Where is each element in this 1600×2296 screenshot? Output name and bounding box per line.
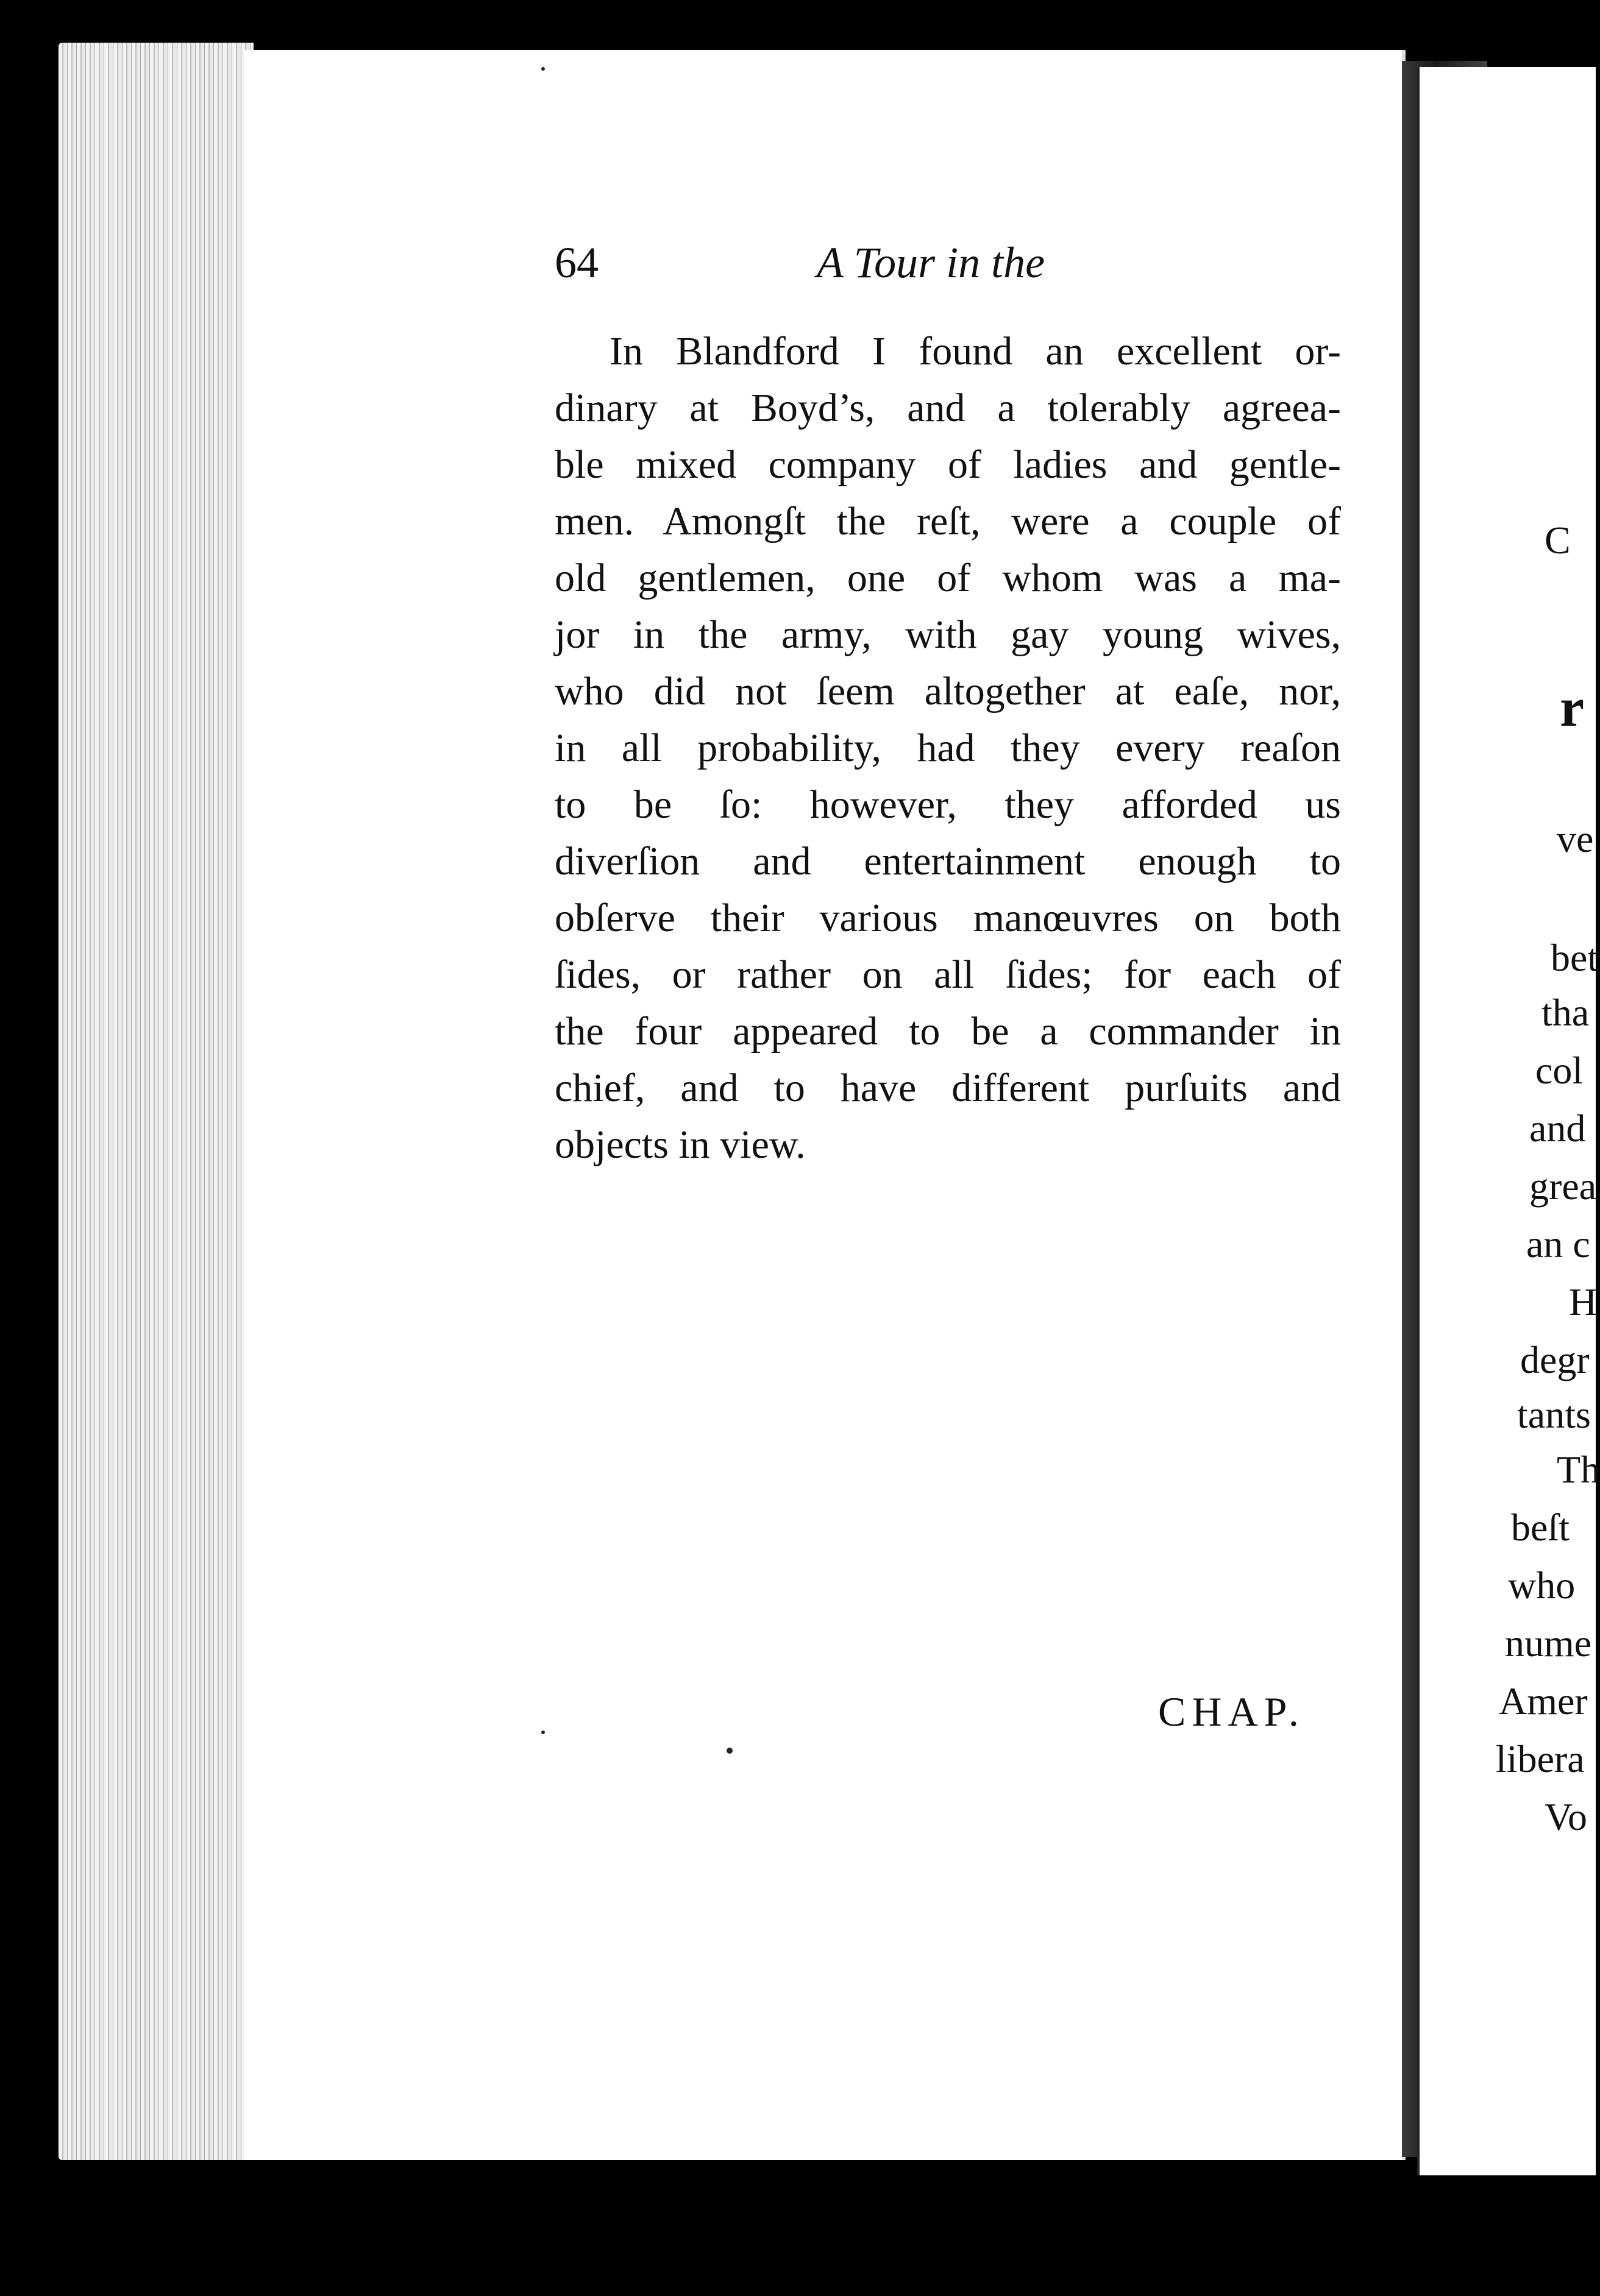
catchword: CHAP. <box>1158 1688 1305 1735</box>
facing-fragment: r <box>1560 678 1584 738</box>
text-line: old gentlemen, one of whom was a ma- <box>555 556 1341 600</box>
facing-fragment: beſt <box>1511 1506 1570 1549</box>
text-line: in all probability, had they every reaſon <box>555 726 1341 770</box>
text-line: diverſion and entertainment enough to <box>555 839 1341 884</box>
text-line: ble mixed company of ladies and gentle- <box>555 442 1341 487</box>
facing-fragment: Amer <box>1499 1679 1588 1723</box>
text-line: In Blandford I found an excellent or- <box>610 329 1341 374</box>
facing-fragment: ve <box>1557 817 1594 860</box>
facing-fragment: bet <box>1551 936 1599 979</box>
facing-fragment: degr <box>1520 1338 1590 1381</box>
ink-speck <box>541 67 545 71</box>
body-paragraph <box>555 323 1341 1173</box>
text-line: jor in the army, with gay young wives, <box>555 612 1341 657</box>
facing-fragment: tha <box>1541 991 1590 1034</box>
facing-fragment: C <box>1545 519 1571 562</box>
ink-speck <box>727 1748 733 1754</box>
text-line: chief, and to have different purſuits and <box>555 1066 1341 1110</box>
text-line: to be ſo: however, they afforded us <box>555 782 1341 827</box>
running-title: A Tour in the <box>817 238 1045 287</box>
facing-fragment: grea <box>1529 1164 1597 1208</box>
text-line: obſerve their various manœuvres on both <box>555 896 1341 940</box>
facing-page-text <box>1420 67 1600 2175</box>
facing-fragment: tants <box>1517 1393 1591 1436</box>
ink-speck <box>541 1731 545 1734</box>
facing-fragment: who <box>1508 1564 1576 1607</box>
page-number: 64 <box>555 238 599 287</box>
text-line: dinary at Boyd’s, and a tolerably agreea- <box>555 386 1341 430</box>
facing-fragment: H <box>1569 1280 1598 1323</box>
facing-fragment: and <box>1529 1107 1586 1150</box>
facing-fragment: col <box>1535 1049 1584 1092</box>
running-head <box>555 238 1341 305</box>
facing-fragment: an c <box>1526 1222 1590 1266</box>
page-edges <box>59 43 254 2160</box>
text-line: objects in view. <box>555 1122 806 1167</box>
right-page <box>1417 67 1600 2175</box>
facing-fragment: libera <box>1496 1737 1585 1780</box>
facing-fragment: Th <box>1557 1448 1600 1491</box>
text-line: men. Amongſt the reſt, were a couple of <box>555 499 1341 544</box>
text-line: ſides, or rather on all ſides; for each of <box>555 952 1341 997</box>
text-line: the four appeared to be a commander in <box>555 1009 1341 1054</box>
facing-fragment: Vo <box>1545 1795 1587 1838</box>
facing-fragment: nume <box>1505 1621 1592 1665</box>
text-line: who did not ſeem altogether at eaſe, nor, <box>555 669 1341 714</box>
